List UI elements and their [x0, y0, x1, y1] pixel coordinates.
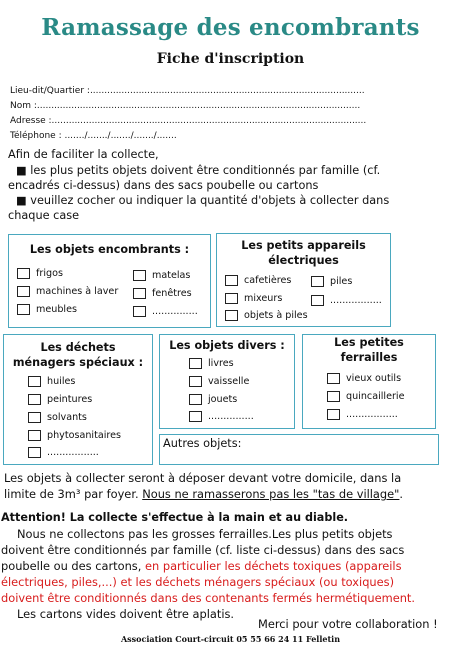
checkbox[interactable] [311, 295, 324, 306]
checkbox[interactable] [225, 310, 238, 321]
checkbox-autre-appareil[interactable]: ................. [311, 295, 382, 306]
checkbox[interactable] [28, 412, 41, 423]
checkbox[interactable] [327, 373, 340, 384]
box-encombrants-title: Les objets encombrants : [29, 243, 190, 256]
box-appareils-title-1: Les petits appareils [241, 239, 366, 252]
checkbox-meubles[interactable]: meubles [17, 304, 77, 315]
collect-line-2: limite de 3m³ par foyer. Nous ne ramasserons pas les "tas de village". [4, 487, 404, 501]
page-subtitle: Fiche d'inscription [156, 51, 305, 67]
box-appareils-title-2: électriques [268, 254, 339, 267]
box-divers [159, 334, 295, 429]
box-dechets-title-2: ménagers spéciaux : [12, 356, 144, 369]
attention-line-4: électriques, piles,...) et les déchets ménagers spéciaux (ou toxiques) [1, 575, 395, 589]
box-encombrants [8, 234, 211, 328]
page-title: Ramassage des encombrants [41, 14, 420, 41]
checkbox-solvants[interactable]: solvants [28, 412, 87, 423]
checkbox-vaisselle[interactable]: vaisselle [189, 376, 249, 387]
checkbox[interactable] [17, 286, 30, 297]
checkbox-phytosanitaires[interactable]: phytosanitaires [28, 430, 121, 441]
checkbox[interactable] [189, 358, 202, 369]
lieu-field[interactable]: Lieu-dit/Quartier :................................................................................................ [10, 86, 365, 96]
attention-line-3: poubelle ou des cartons, en particulier les déchets toxiques (appareils [1, 559, 402, 573]
box-autres-objets[interactable] [159, 434, 439, 465]
checkbox[interactable] [28, 376, 41, 387]
bullet-icon: ■ [16, 164, 27, 177]
collect-warning-underlined: Nous ne ramasserons pas les "tas de village" [142, 487, 400, 501]
checkbox[interactable] [17, 304, 30, 315]
checkbox[interactable] [327, 391, 340, 402]
checkbox-mixeurs[interactable]: mixeurs [225, 293, 282, 304]
box-ferrailles-title-1: Les petites [334, 336, 404, 349]
attention-line-6: Les cartons vides doivent être aplatis. [17, 607, 235, 621]
checkbox-quincaillerie[interactable]: quincaillerie [327, 391, 404, 402]
bullet-icon: ■ [16, 194, 27, 207]
box-petits-appareils [216, 233, 391, 327]
footer-contact: Association Court-circuit 05 55 66 24 11 Felletin [120, 634, 341, 644]
checkbox[interactable] [225, 293, 238, 304]
checkbox-vieux-outils[interactable]: vieux outils [327, 373, 401, 384]
checkbox[interactable] [189, 376, 202, 387]
checkbox-autre-dechet[interactable]: ................. [28, 447, 99, 458]
attention-line-5: doivent être conditionnés dans des contenants fermés hermétiquement. [1, 591, 416, 605]
checkbox[interactable] [133, 306, 146, 317]
intro-bullet-1 [16, 163, 380, 179]
autres-objets-label: Autres objets: [163, 437, 242, 450]
checkbox-autre-encombrant[interactable]: ............... [133, 306, 198, 317]
intro-bullet-2 [16, 193, 389, 209]
intro-bullet-1-cont: encadrés ci-dessus) dans des sacs poubelle ou cartons [8, 179, 319, 192]
checkbox-autre-ferraille[interactable]: ................. [327, 409, 398, 420]
checkbox[interactable] [17, 268, 30, 279]
box-divers-title: Les objets divers : [169, 339, 285, 352]
box-dechets [3, 334, 153, 465]
checkbox-autre-divers[interactable]: ............... [189, 411, 254, 422]
checkbox-jouets[interactable]: jouets [189, 394, 237, 405]
checkbox-frigos[interactable]: frigos [17, 268, 63, 279]
attention-heading: Attention! La collecte s'effectue à la main et au diable. [1, 511, 349, 524]
checkbox[interactable] [28, 394, 41, 405]
checkbox[interactable] [189, 411, 202, 422]
telephone-field[interactable]: Téléphone : ......./......./......./......./....... [10, 131, 177, 141]
intro-line: Afin de faciliter la collecte, [8, 148, 159, 161]
checkbox[interactable] [311, 276, 324, 287]
checkbox-peintures[interactable]: peintures [28, 394, 92, 405]
checkbox[interactable] [327, 409, 340, 420]
attention-line-2: doivent être conditionnés par famille (cf. liste ci-dessus) dans des sacs [1, 543, 405, 557]
bullet-2-text: veuillez cocher ou indiquer la quantité d'objets à collecter dans [30, 194, 390, 207]
checkbox[interactable] [133, 288, 146, 299]
attention-line-1: Nous ne collectons pas les grosses ferrailles.Les plus petits objets [17, 527, 393, 541]
checkbox-piles[interactable]: piles [311, 276, 352, 287]
checkbox-matelas[interactable]: matelas [133, 270, 190, 281]
checkbox[interactable] [28, 447, 41, 458]
checkbox[interactable] [189, 394, 202, 405]
box-ferrailles-title-2: ferrailles [340, 351, 398, 364]
nom-field[interactable]: Nom :................................................................................................................. [10, 101, 361, 111]
checkbox-machines[interactable]: machines à laver [17, 286, 118, 297]
checkbox-cafetieres[interactable]: cafetières [225, 275, 291, 286]
box-ferrailles [302, 334, 436, 429]
checkbox-objets-piles[interactable]: objets à piles [225, 310, 308, 321]
adresse-field[interactable]: Adresse :.............................................................................................................. [10, 116, 367, 126]
thanks-text: Merci pour votre collaboration ! [258, 617, 438, 631]
bullet-1-text: les plus petits objets doivent être conditionnés par famille (cf. [30, 164, 381, 177]
intro-bullet-2-cont: chaque case [8, 209, 80, 222]
checkbox-huiles[interactable]: huiles [28, 376, 75, 387]
box-dechets-title-1: Les déchets [40, 341, 116, 354]
checkbox[interactable] [133, 270, 146, 281]
checkbox[interactable] [225, 275, 238, 286]
checkbox-fenetres[interactable]: fenêtres [133, 288, 192, 299]
checkbox-livres[interactable]: livres [189, 358, 234, 369]
collect-line-1: Les objets à collecter seront à déposer devant votre domicile, dans la [4, 471, 402, 485]
checkbox[interactable] [28, 430, 41, 441]
